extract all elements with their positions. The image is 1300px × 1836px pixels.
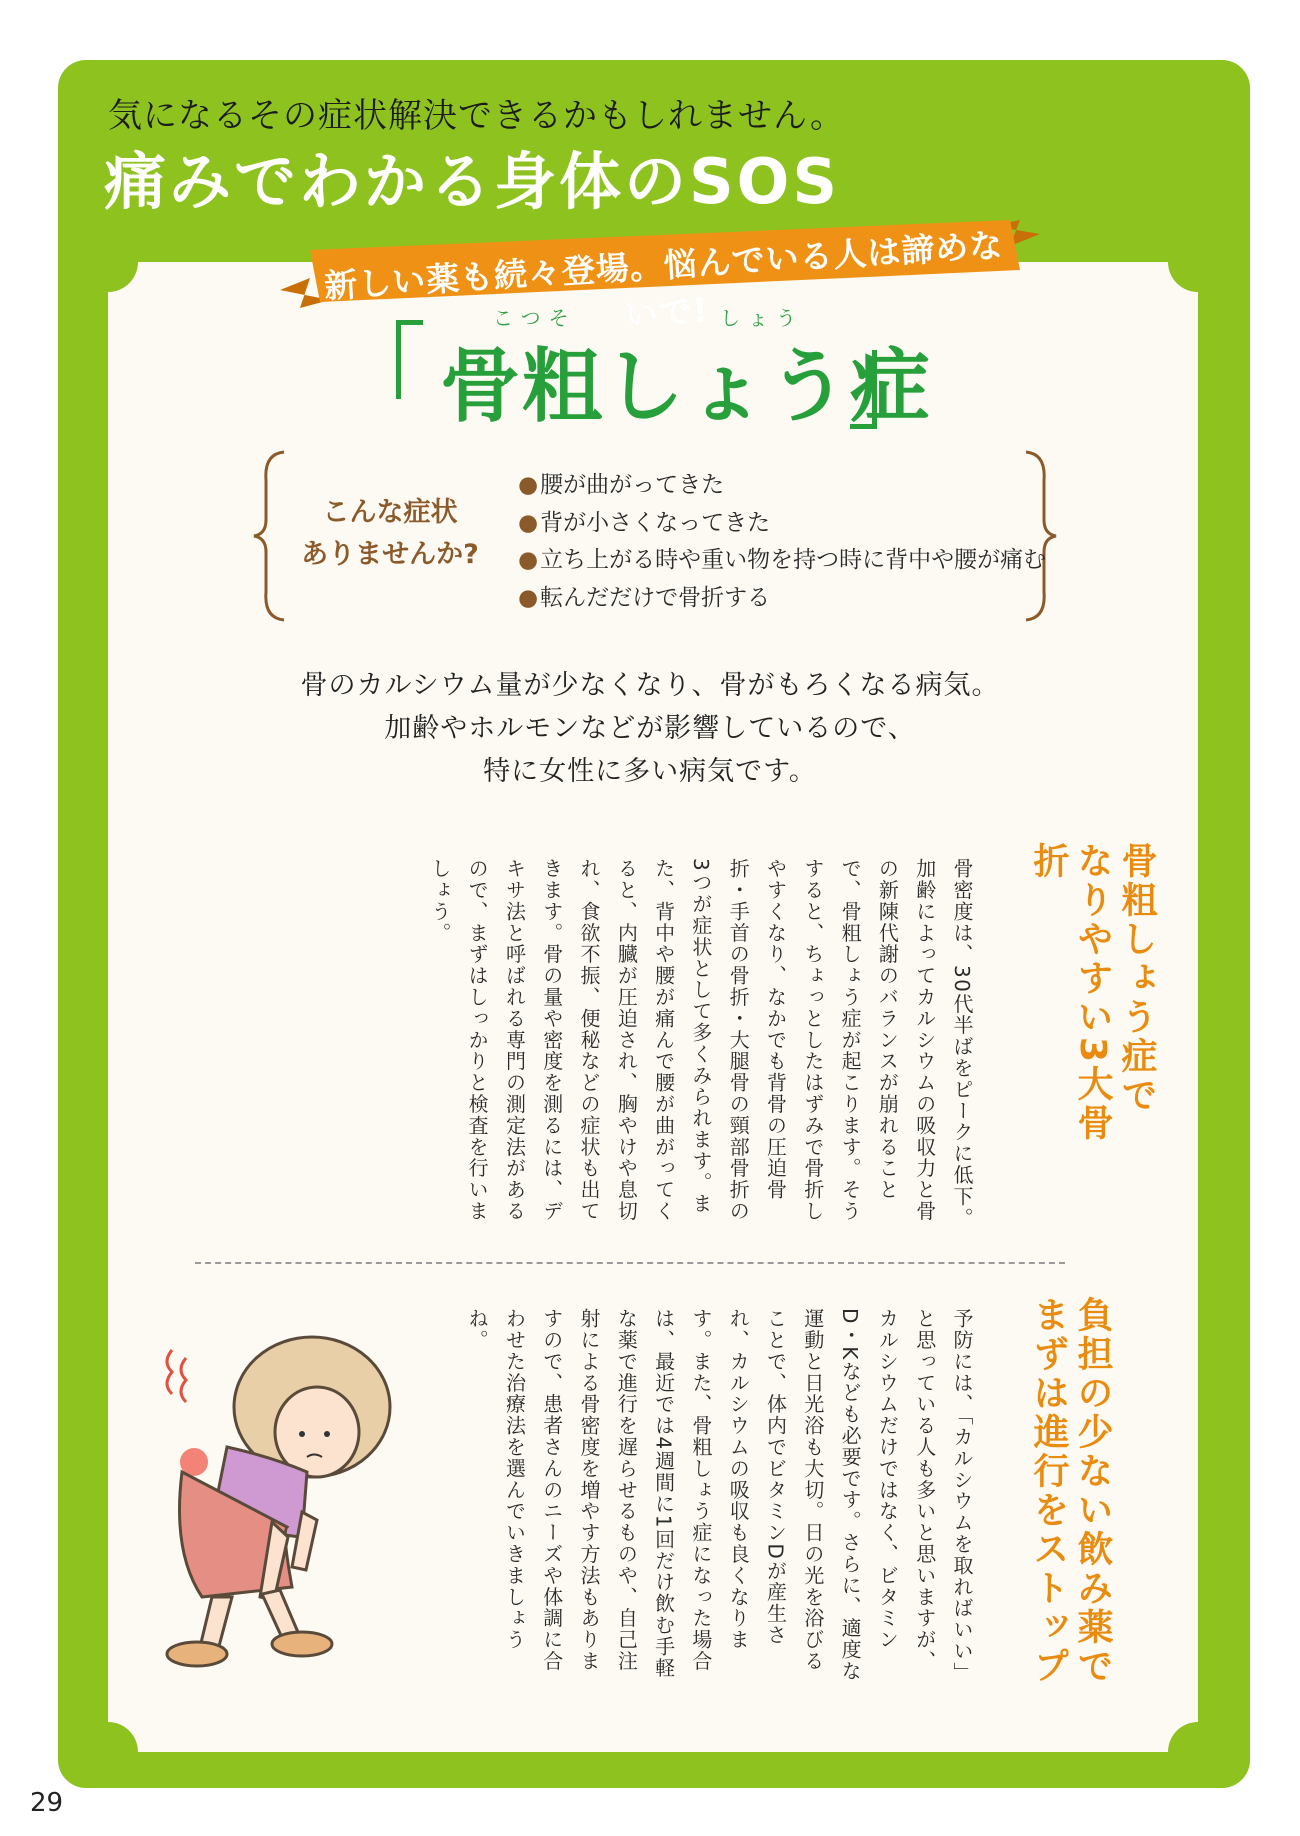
page-number: 29 <box>30 1788 64 1818</box>
header-subtitle: 気になるその症状解決できるかもしれません。 <box>108 96 846 136</box>
title-bracket-close <box>850 350 877 429</box>
list-item <box>518 542 1046 580</box>
intro-line: 加齢やホルモンなどが影響しているので、 <box>384 713 916 744</box>
ribbon-text: 新しい薬も続々登場。悩んでいる人は諦めないで! <box>323 225 1005 335</box>
bullet-icon: ● <box>518 472 539 498</box>
symptom-item: 腰が曲がってきた <box>540 472 725 498</box>
bullet-icon: ● <box>518 547 539 573</box>
bullet-icon: ● <box>518 509 539 536</box>
section1-body: 骨密度は、30代半ばをピークに低下。加齢によってカルシウムの吸収力と骨の新陳代謝のバランスが崩れることで、骨粗しょう症が起こります。そうすると、ちょっとしたはずみで骨折しやすくなり、なかでも背骨の圧迫骨折・手首の骨折・大腿骨の頸部骨折の3つが症状として多くみられます。また、背中や腰が痛んで腰が曲がってくると、内臓が圧迫され、胸やけや息切れ、食欲不振、便秘などの症状も出てきます。骨の量や密度を測るには、デキサ法と呼ばれる専門の測定法があるので、まずはしっかりと検査を行いましょう。 <box>427 858 974 1229</box>
elderly-woman-back-pain-illustration <box>142 1322 432 1674</box>
list-item <box>518 505 1046 543</box>
bullet-icon: ● <box>518 584 539 611</box>
section-divider <box>195 1262 1065 1264</box>
symptom-item: 転んだだけで骨折する <box>540 584 771 611</box>
symptom-list <box>518 467 1046 617</box>
furigana-kotsuso: こつそ <box>493 306 577 330</box>
disease-title: 骨粗しょう症 <box>440 340 932 433</box>
list-item <box>518 580 1046 618</box>
page-title: 痛みでわかる身体のSOS <box>104 145 841 218</box>
furigana-shou: しょう <box>720 306 804 330</box>
title-bracket-open <box>396 320 423 399</box>
curly-brace-left-icon <box>250 450 290 622</box>
intro-line: 特に女性に多い病気です。 <box>483 756 817 787</box>
intro-text <box>200 664 1100 793</box>
list-item <box>518 467 1046 505</box>
section2-body: 予防には、「カルシウムを取ればいい」と思っている人も多いと思いますが、カルシウムだけではなく、ビタミンD・Kなども必要です。さらに、適度な運動と日光浴も大切。日の光を浴びることで、体内でビタミンDが産生され、カルシウムの吸収も良くなります。また、骨粗しょう症になった場合は、最近では4週間に1回だけ飲む手軽な薬で進行を遅らせるものや、自己注射による骨密度を増やす方法もありますので、患者さんのニーズや体調に合わせた治療法を選んでいきましょうね。 <box>465 1308 974 1684</box>
symptom-item: 立ち上がる時や重い物を持つ時に背中や腰が痛む <box>540 547 1047 573</box>
symptom-question: こんな症状 ありませんか? <box>301 497 479 570</box>
intro-line: 骨のカルシウム量が少なくなり、骨がもろくなる病気。 <box>300 670 1000 701</box>
symptom-item: 背が小さくなってきた <box>540 509 771 536</box>
section2-heading: 負担の少ない飲み薬でまずは進行をストップ <box>1028 1296 1113 1686</box>
section1-heading: 骨粗しょう症でなりやすい3大骨折 <box>1028 842 1157 1144</box>
